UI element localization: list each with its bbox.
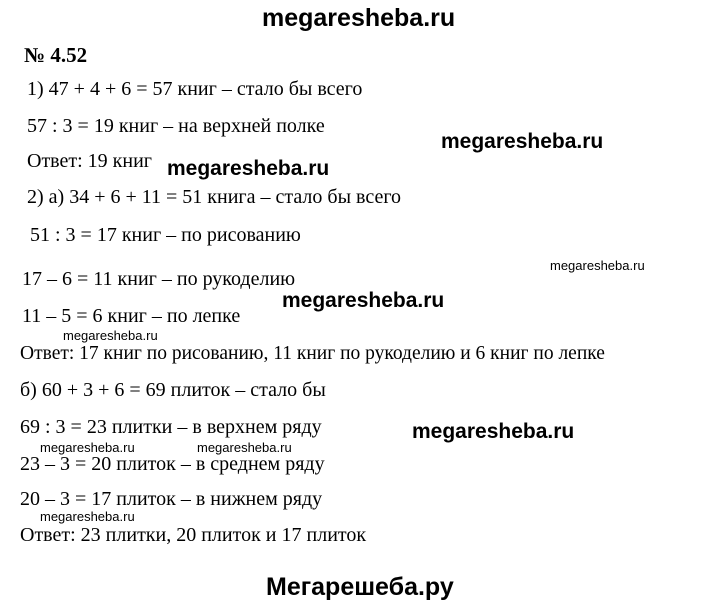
watermark: megaresheba.ru xyxy=(282,289,445,312)
site-header: megaresheba.ru xyxy=(262,4,456,32)
answer-line: Ответ: 19 книг xyxy=(27,150,153,172)
solution-line: 17 – 6 = 11 книг – по рукоделию xyxy=(22,268,296,290)
watermark: megaresheba.ru xyxy=(167,157,330,180)
solution-line: 2) а) 34 + 6 + 11 = 51 книга – стало бы всего xyxy=(27,186,402,208)
watermark: megaresheba.ru xyxy=(40,509,135,524)
problem-number: № 4.52 xyxy=(24,43,88,67)
watermark: megaresheba.ru xyxy=(412,420,575,443)
solution-line: 11 – 5 = 6 книг – по лепке xyxy=(22,305,241,327)
solution-line: 57 : 3 = 19 книг – на верхней полке xyxy=(27,115,325,137)
answer-line: Ответ: 17 книг по рисованию, 11 книг по рукоделию и 6 книг по лепке xyxy=(20,343,605,364)
watermark: megaresheba.ru xyxy=(550,258,645,273)
solution-line: 1) 47 + 4 + 6 = 57 книг – стало бы всего xyxy=(27,78,363,100)
watermark: megaresheba.ru xyxy=(63,328,158,343)
site-footer: Мегарешеба.ру xyxy=(266,573,454,601)
solution-line: 23 – 3 = 20 плиток – в среднем ряду xyxy=(20,453,325,475)
watermark: megaresheba.ru xyxy=(441,130,604,153)
solution-line: б) 60 + 3 + 6 = 69 плиток – стало бы xyxy=(20,379,326,401)
watermark: megaresheba.ru xyxy=(40,440,135,455)
answer-line: Ответ: 23 плитки, 20 плиток и 17 плиток xyxy=(20,524,367,546)
solution-line: 69 : 3 = 23 плитки – в верхнем ряду xyxy=(20,416,322,438)
solution-line: 20 – 3 = 17 плиток – в нижнем ряду xyxy=(20,488,323,510)
solution-line: 51 : 3 = 17 книг – по рисованию xyxy=(30,224,301,246)
watermark: megaresheba.ru xyxy=(197,440,292,455)
